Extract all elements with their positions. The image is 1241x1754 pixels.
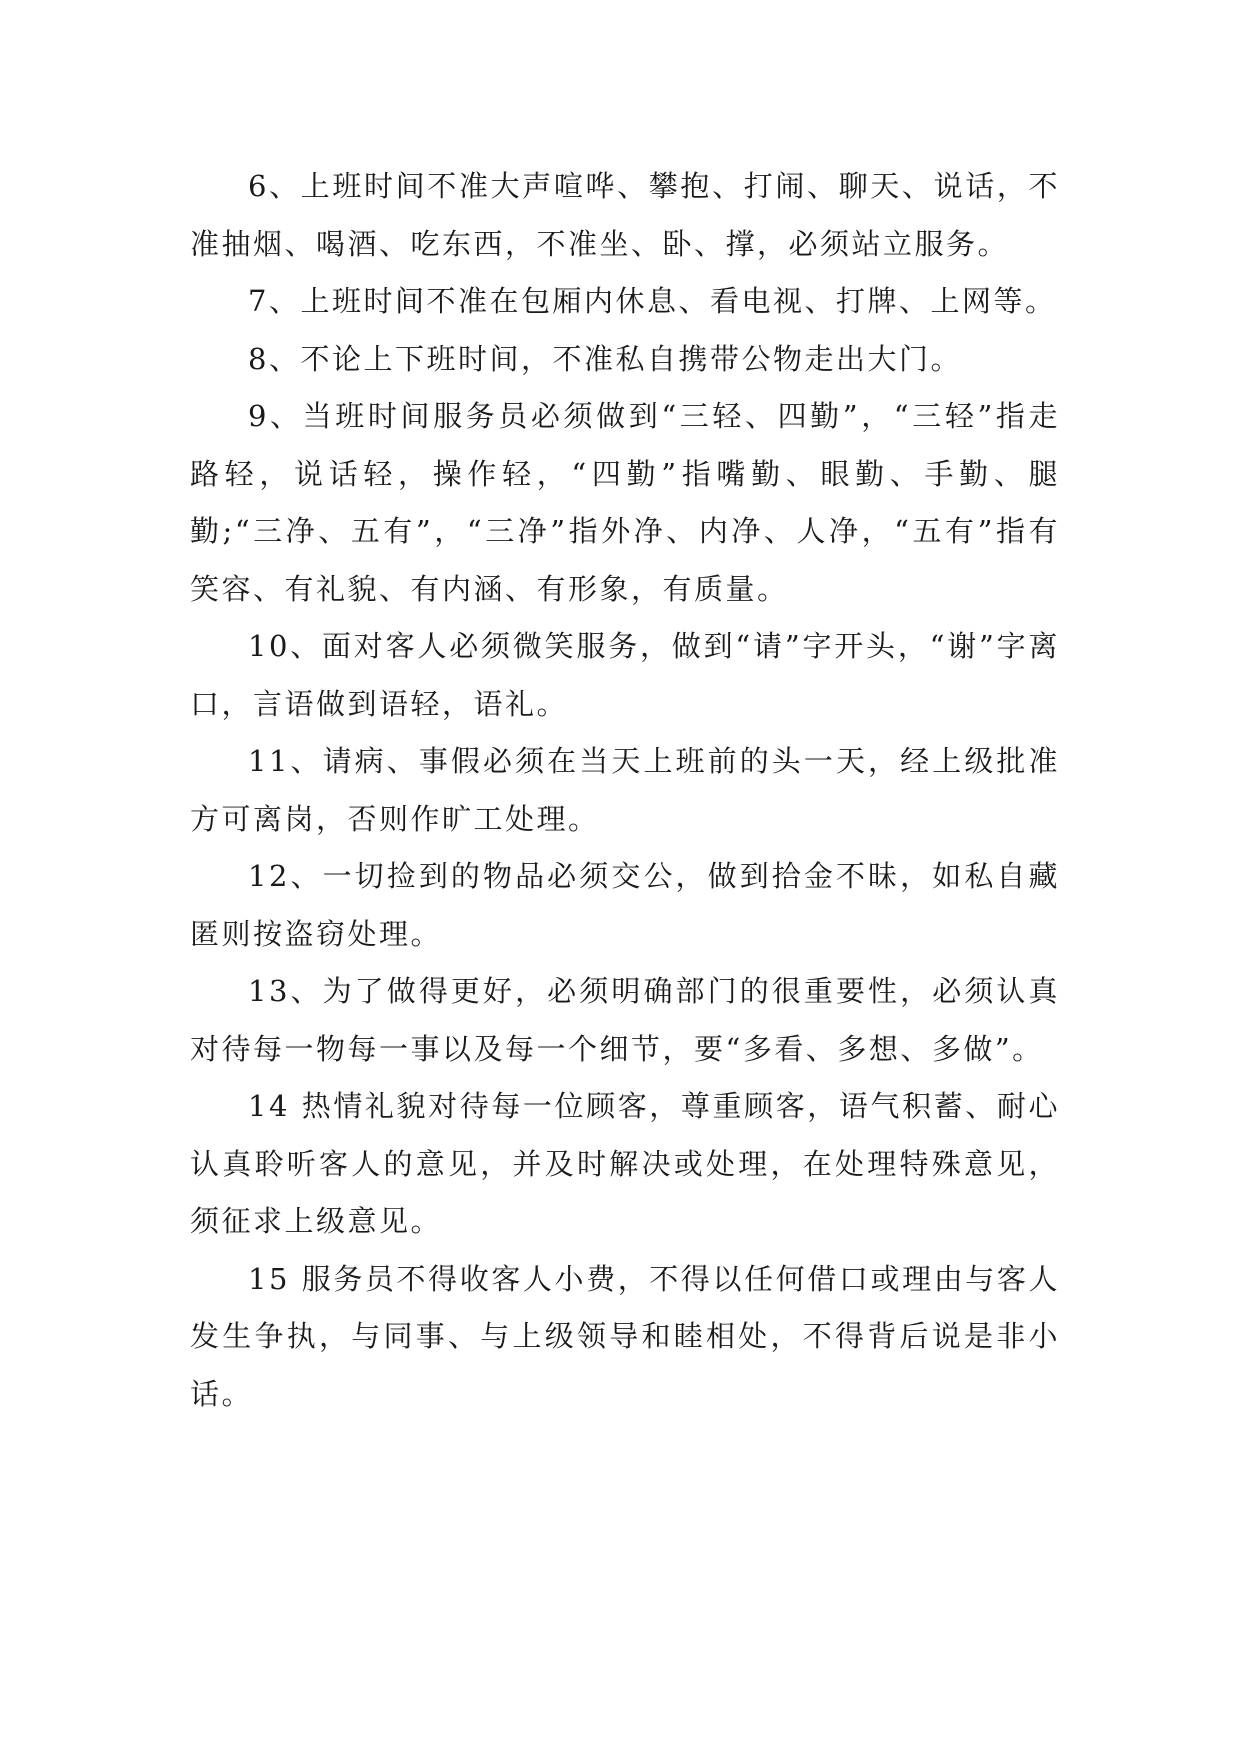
paragraph-rule-13: 13、为了做得更好，必须明确部门的很重要性，必须认真对待每一物每一事以及每一个细节，要“多看、多想、多做”。 [190, 974, 1060, 1066]
paragraph-rule-10: 10、面对客人必须微笑服务，做到“请”字开头，“谢”字离口，言语做到语轻，语礼。 [190, 629, 1060, 721]
paragraph-rule-12: 12、一切捡到的物品必须交公，做到拾金不昧，如私自藏匿则按盗窃处理。 [190, 859, 1060, 951]
paragraph-rule-11: 11、请病、事假必须在当天上班前的头一天，经上级批准方可离岗，否则作旷工处理。 [190, 744, 1060, 836]
paragraph-rule-7: 7、上班时间不准在包厢内休息、看电视、打牌、上网等。 [248, 284, 1057, 318]
document-body [190, 158, 1060, 1423]
paragraph-rule-8: 8、不论上下班时间，不准私自携带公物走出大门。 [248, 341, 962, 376]
paragraph-rule-6: 6、上班时间不准大声喧哗、攀抱、打闹、聊天、说话，不准抽烟、喝酒、吃东西，不准坐、卧、撑，必须站立服务。 [190, 169, 1060, 261]
paragraph-rule-9: 9、当班时间服务员必须做到“三轻、四勤”，“三轻”指走路轻，说话轻，操作轻，“四勤”指嘴勤、眼勤、手勤、腿勤;“三净、五有”，“三净”指外净、内净、人净，“五有”指有笑容、有礼貌、有内涵、有形象，有质量。 [190, 399, 1060, 606]
paragraph-rule-14: 14 热情礼貌对待每一位顾客，尊重顾客，语气积蓄、耐心认真聆听客人的意见，并及时解决或处理，在处理特殊意见，须征求上级意见。 [190, 1089, 1060, 1238]
paragraph-rule-15: 15 服务员不得收客人小费，不得以任何借口或理由与客人发生争执，与同事、与上级领导和睦相处，不得背后说是非小话。 [190, 1261, 1060, 1411]
